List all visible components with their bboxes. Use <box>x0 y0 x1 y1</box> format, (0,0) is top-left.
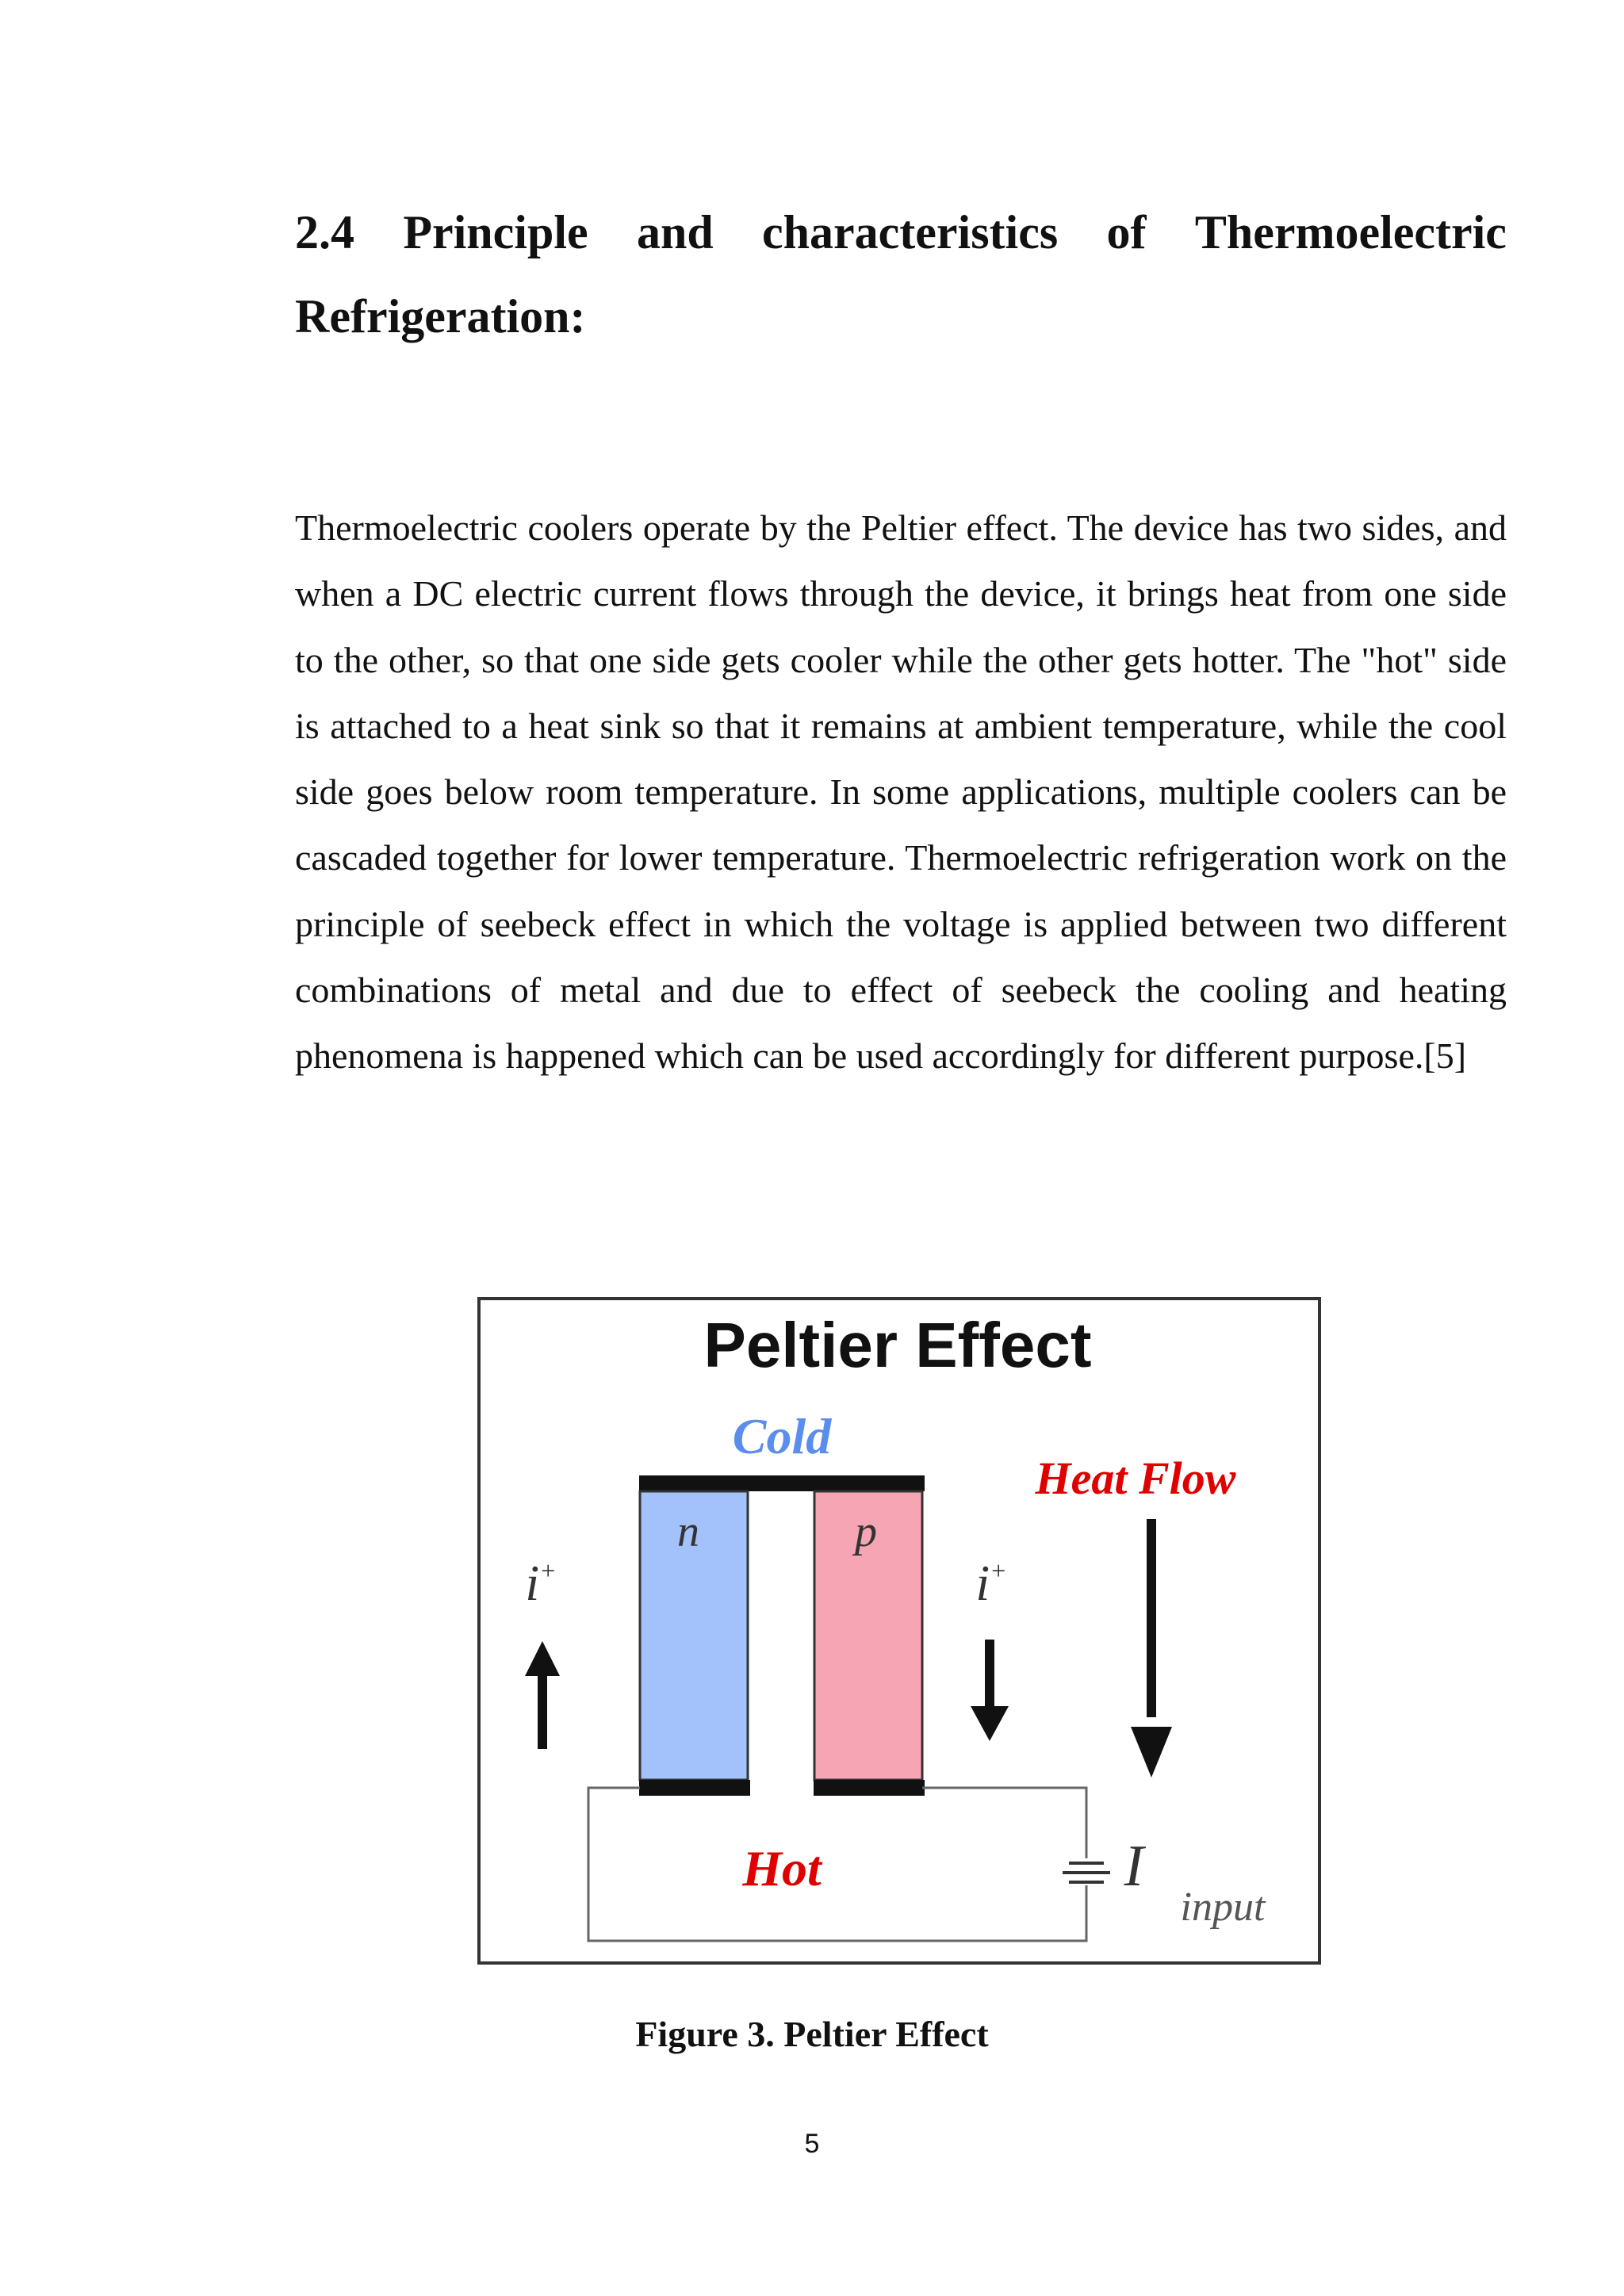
heading-number: 2.4 <box>295 206 354 258</box>
heading-word-1: Principle <box>403 206 588 258</box>
hot-label: Hot <box>742 1840 822 1896</box>
current-label-right: i+ <box>975 1555 1007 1611</box>
hot-plate-n <box>639 1780 750 1796</box>
cold-plate <box>639 1475 925 1491</box>
body-paragraph: Thermoelectric coolers operate by the Peltier effect. The device has two sides, and when a DC electric current flows through the device, it brings heat from one side to the other, so that one side gets cooler while the other gets hotter. The "hot" side is attached to a heat sink so that it remains at ambient temperature, while the cool side goes below room temperature. In some applications, multiple coolers can be cascaded together for lower temperature. Thermoelectric refrigeration work on the principle of seebeck effect in which the voltage is applied between two different combinations of metal and due to effect of seebeck the cooling and heating phenomena is happened which can be used accordingly for different purpose.[5] <box>295 507 1507 1077</box>
current-label-left: i+ <box>525 1555 557 1611</box>
heading-word-2: and <box>636 206 714 258</box>
figure-title: Peltier Effect <box>703 1310 1092 1380</box>
cold-label: Cold <box>732 1408 832 1464</box>
peltier-diagram <box>477 1297 1321 1965</box>
section-heading-line1 <box>295 190 1507 274</box>
heading-word-4: of <box>1106 206 1147 258</box>
section-heading-line2: Refrigeration: <box>295 290 586 342</box>
peltier-figure <box>477 1297 1321 1965</box>
figure-caption: Figure 3. Peltier Effect <box>635 2014 989 2054</box>
hot-plate-p <box>814 1780 925 1796</box>
input-label: input <box>1180 1885 1266 1930</box>
page-number: 5 <box>804 2129 820 2159</box>
heat-flow-label: Heat Flow <box>1035 1452 1236 1504</box>
n-label: n <box>677 1507 699 1556</box>
p-label: p <box>855 1507 877 1556</box>
heading-word-3: characteristics <box>762 206 1059 258</box>
source-label: I <box>1124 1834 1144 1899</box>
heading-word-5: Thermoelectric <box>1194 206 1507 258</box>
section-heading <box>295 190 1507 358</box>
